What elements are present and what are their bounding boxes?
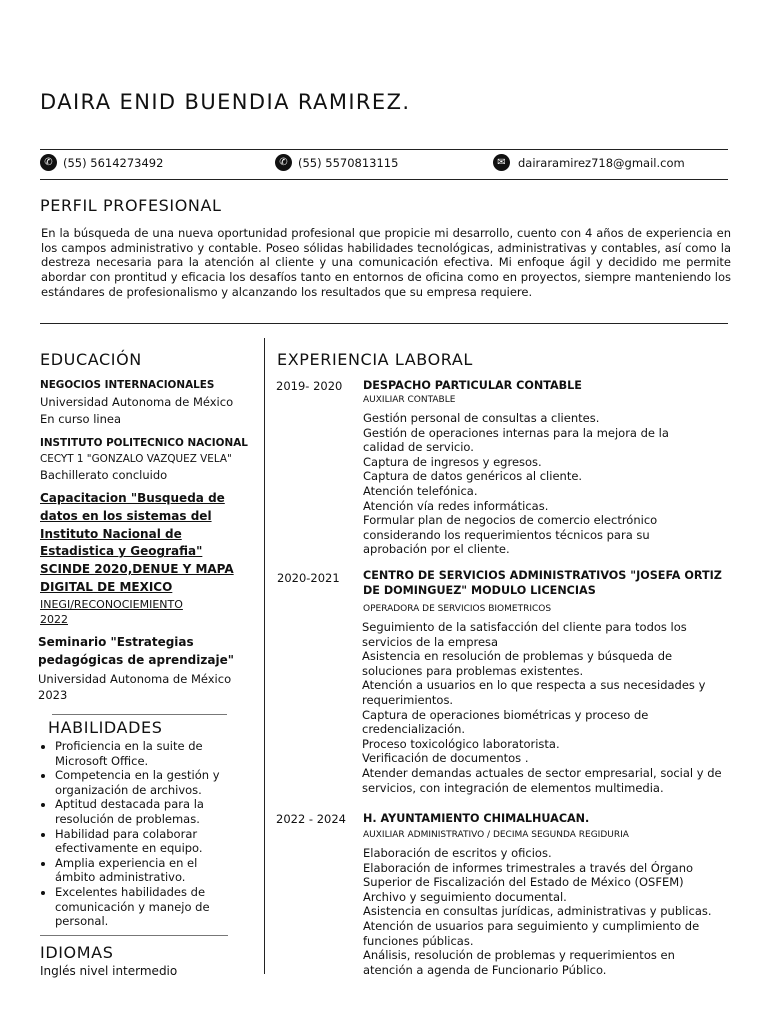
task-item: Elaboración de escritos y oficios. [363,846,552,860]
edu-line: En curso linea [40,412,122,426]
mail-icon: ✉ [493,154,510,171]
task-item: Captura de datos genéricos al cliente. [363,469,583,484]
job-entry [363,568,728,795]
edu-item [38,634,253,703]
task-item: Atender demandas actuales de sector empresarial, social y de servicios, con integración de elementos multimedia. [362,765,722,795]
task-item: Proceso toxicológico laboratorista. [362,736,560,751]
contact-email [493,154,685,171]
job-entry [363,811,728,977]
task-item: Formular plan de negocios de comercio electrónico considerando los requerimientos técnicos para su aprobación por el cliente. [363,513,658,557]
email-text[interactable]: dairaramirez718@gmail.com [518,155,685,170]
edu-line: Universidad Autonoma de México [40,395,234,409]
edu-heading: Capacitacion "Busqueda de datos en los sistemas del Instituto Nacional de Estadistica y Geografia" SCINDE 2020,DENUE Y MAPA DIGITAL DE MEXICO [40,491,234,594]
task-item: Captura de operaciones biométricas y proceso de credencialización. [362,707,649,737]
task-item: Gestión personal de consultas a clientes. [363,411,600,425]
habilidades-title: HABILIDADES [48,718,163,737]
perfil-text: En la búsqueda de una nueva oportunidad profesional que propicie mi desarrollo, cuento con 4 años de experiencia en los campos administrativo y contable. Poseo sólidas habilidades tecnológicas, administrativas y contables, así como la destreza necesaria para la atención al cliente y una comunicación efectiva. Mi enfoque ágil y decidido me permite abordar con prontitud y eficacia los desafíos tanto en entornos de oficina como en proyectos, siempre manteniendo los estándares de profesionalismo y alcanzando los resultados que su empresa requiere. [41,226,731,299]
task-item: Asistencia en resolución de problemas y búsqueda de soluciones para problemas existentes. [362,649,673,678]
list-item: • Habilidad para colaborar efectivamente en equipo. [55,827,240,856]
edu-line: Bachillerato concluido [40,468,168,482]
task-item: Verificación de documentos . [362,751,529,766]
educacion-title: EDUCACIÓN [40,350,142,369]
task-item: Atención de usuarios para seguimiento y cumplimiento de funciones públicas. [363,918,700,948]
job-entry [363,378,728,557]
candidate-name: DAIRA ENID BUENDIA RAMIREZ. [40,90,411,114]
list-item: • Aptitud destacada para la resolución de problemas. [55,797,240,826]
job-tasks [363,846,725,977]
job-role: OPERADORA DE SERVICIOS BIOMETRICOS [363,604,552,614]
job-years: 2020-2021 [277,571,340,585]
column-divider [264,338,265,974]
job-years: 2022 - 2024 [276,812,346,826]
task-item: Captura de ingresos y egresos. [363,454,542,469]
idiomas-title: IDIOMAS [40,943,114,962]
divider [40,149,728,150]
edu-line: Universidad Autonoma de México [38,672,232,686]
perfil-title: PERFIL PROFESIONAL [40,196,222,215]
job-org: DESPACHO PARTICULAR CONTABLE [363,379,582,392]
job-role: AUXILIAR CONTABLE [363,395,456,405]
contact-phone-2 [275,154,398,171]
edu-heading: INSTITUTO POLITECNICO NACIONAL [40,437,248,449]
phone-1-text: (55) 5614273492 [63,155,164,170]
edu-line: INEGI/RECONOCIEMIENTO [40,597,183,611]
phone-icon: ✆ [275,154,292,171]
task-item: Gestión de operaciones internas para la mejora de la calidad de servicio. [363,425,669,455]
phone-2-text: (55) 5570813115 [298,155,399,170]
task-item: Atención telefónica. [363,483,478,498]
task-item: Elaboración de informes trimestrales a través del Órgano Superior de Fiscalización del Estado de México (OSFEM) [363,860,694,890]
divider [52,714,227,715]
job-role: AUXILIAR ADMINISTRATIVO / DECIMA SEGUNDA REGIDURIA [363,830,629,840]
task-item: Archivo y seguimiento documental. [363,889,567,904]
job-tasks [363,411,703,557]
edu-item [40,436,255,483]
edu-item [40,490,240,627]
contact-phone-1 [40,154,163,171]
edu-line: 2022 [40,612,68,626]
job-tasks [362,620,728,795]
divider [40,323,728,324]
task-item: Atención a usuarios en lo que respecta a sus necesidades y requerimientos. [362,678,706,707]
task-item: Asistencia en consultas jurídicas, administrativas y publicas. [363,904,712,919]
edu-line: CECYT 1 "GONZALO VAZQUEZ VELA" [40,453,232,465]
list-item: • Competencia en la gestión y organización de archivos. [55,768,240,797]
idiomas-text: Inglés nivel intermedio [40,964,178,978]
phone-icon: ✆ [40,154,57,171]
edu-line: 2023 [38,688,68,702]
list-item: • Amplia experiencia en el ámbito administrativo. [55,856,240,885]
experiencia-title: EXPERIENCIA LABORAL [277,350,473,369]
edu-item [40,378,255,427]
edu-heading: Seminario "Estrategias pedagógicas de aprendizaje" [38,635,234,667]
job-org: CENTRO DE SERVICIOS ADMINISTRATIVOS "JOSEFA ORTIZ DE DOMINGUEZ" MODULO LICENCIAS [363,569,722,597]
task-item: Atención vía redes informáticas. [363,498,549,513]
divider [40,179,728,180]
list-item: • Proficiencia en la suite de Microsoft Office. [55,739,240,768]
task-item: Seguimiento de la satisfacción del cliente para todos los servicios de la empresa [362,620,687,649]
list-item: • Excelentes habilidades de comunicación y manejo de personal. [55,885,240,929]
task-item: Análisis, resolución de problemas y requerimientos en atención a agenda de Funcionario Público. [363,948,675,977]
skills-list [40,739,240,929]
job-org: H. AYUNTAMIENTO CHIMALHUACAN. [363,812,590,825]
divider [40,935,228,936]
job-years: 2019- 2020 [276,379,343,393]
edu-heading: NEGOCIOS INTERNACIONALES [40,379,215,391]
